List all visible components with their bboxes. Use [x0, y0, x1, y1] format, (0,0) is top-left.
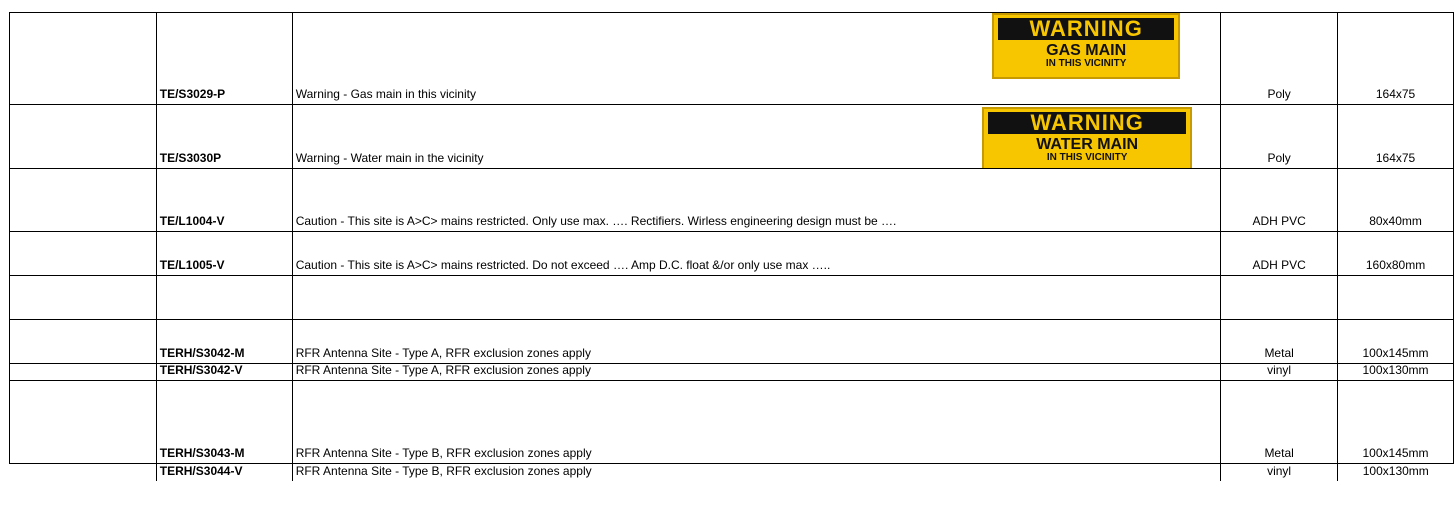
material-cell[interactable]: ADH PVC	[1221, 232, 1338, 276]
blank-cell[interactable]	[10, 320, 157, 364]
material-cell[interactable]: vinyl	[1221, 464, 1338, 481]
product-code[interactable]: TERH/S3044-V	[156, 464, 292, 481]
material-cell[interactable]: ADH PVC	[1221, 169, 1338, 232]
table-row	[10, 320, 1454, 364]
sign-sub-text: IN THIS VICINITY	[1045, 58, 1127, 69]
sign-main-text: WATER MAIN	[1036, 136, 1139, 153]
sign-header: WARNING	[988, 112, 1186, 134]
product-code[interactable]: TE/L1004-V	[156, 169, 292, 232]
size-cell[interactable]: 80x40mm	[1338, 169, 1454, 232]
table-row	[10, 13, 1454, 105]
blank-cell[interactable]	[10, 464, 157, 481]
product-code[interactable]: TE/L1005-V	[156, 232, 292, 276]
material-cell[interactable]: Metal	[1221, 381, 1338, 464]
table-row	[10, 464, 1454, 481]
blank-cell[interactable]	[10, 276, 157, 320]
blank-cell[interactable]	[10, 13, 157, 105]
sign-sub-text: IN THIS VICINITY	[1046, 152, 1128, 163]
table-row	[10, 105, 1454, 169]
product-description: Warning - Gas main in this vicinity	[295, 87, 476, 101]
size-cell[interactable]: 100x130mm	[1338, 364, 1454, 381]
sign-main-text: GAS MAIN	[1046, 42, 1127, 59]
gas-main-warning-sign	[992, 13, 1180, 79]
description-cell[interactable]	[292, 105, 1220, 169]
product-description[interactable]: RFR Antenna Site - Type B, RFR exclusion zones apply	[292, 464, 1220, 481]
size-cell[interactable]: 100x145mm	[1338, 320, 1454, 364]
material-cell[interactable]: vinyl	[1221, 364, 1338, 381]
blank-cell[interactable]	[10, 169, 157, 232]
product-description[interactable]: RFR Antenna Site - Type B, RFR exclusion zones apply	[292, 381, 1220, 464]
table-row	[10, 276, 1454, 320]
blank-cell[interactable]	[10, 381, 157, 464]
product-code[interactable]: TERH/S3042-M	[156, 320, 292, 364]
size-cell[interactable]: 164x75	[1338, 105, 1454, 169]
product-description[interactable]: Caution - This site is A>C> mains restricted. Do not exceed …. Amp D.C. float &/or only use max …..	[292, 232, 1220, 276]
product-code[interactable]: TE/S3029-P	[156, 13, 292, 105]
product-table	[9, 12, 1454, 481]
product-code[interactable]	[156, 276, 292, 320]
table-row	[10, 364, 1454, 381]
blank-cell[interactable]	[10, 105, 157, 169]
size-cell[interactable]: 100x145mm	[1338, 381, 1454, 464]
product-code[interactable]: TE/S3030P	[156, 105, 292, 169]
size-cell[interactable]	[1338, 276, 1454, 320]
table-row	[10, 381, 1454, 464]
material-cell[interactable]: Metal	[1221, 320, 1338, 364]
description-cell[interactable]	[292, 13, 1220, 105]
size-cell[interactable]: 100x130mm	[1338, 464, 1454, 481]
blank-cell[interactable]	[10, 232, 157, 276]
water-main-warning-sign	[982, 107, 1192, 169]
product-description[interactable]: Caution - This site is A>C> mains restricted. Only use max. …. Rectifiers. Wirless engineering design must be ….	[292, 169, 1220, 232]
table-row	[10, 232, 1454, 276]
product-description[interactable]: RFR Antenna Site - Type A, RFR exclusion zones apply	[292, 364, 1220, 381]
size-cell[interactable]: 160x80mm	[1338, 232, 1454, 276]
product-code[interactable]: TERH/S3042-V	[156, 364, 292, 381]
table-row	[10, 169, 1454, 232]
blank-cell[interactable]	[10, 364, 157, 381]
size-cell[interactable]: 164x75	[1338, 13, 1454, 105]
product-description: Warning - Water main in the vicinity	[295, 151, 484, 165]
product-description[interactable]	[292, 276, 1220, 320]
material-cell[interactable]: Poly	[1221, 105, 1338, 169]
sign-header: WARNING	[998, 18, 1174, 40]
product-code[interactable]: TERH/S3043-M	[156, 381, 292, 464]
material-cell[interactable]	[1221, 276, 1338, 320]
material-cell[interactable]: Poly	[1221, 13, 1338, 105]
product-description[interactable]: RFR Antenna Site - Type A, RFR exclusion zones apply	[292, 320, 1220, 364]
